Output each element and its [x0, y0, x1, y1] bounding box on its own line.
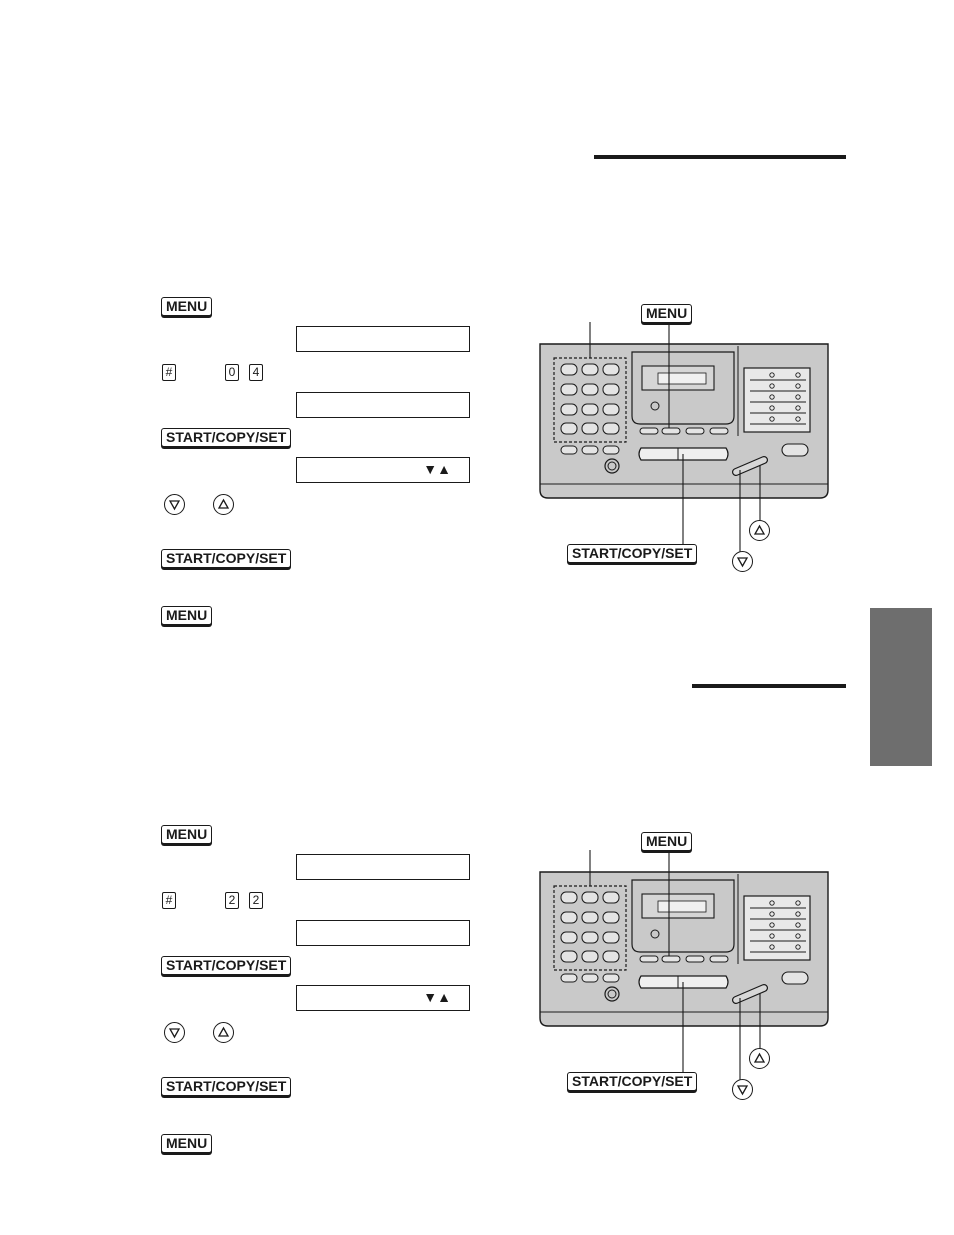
down-triangle-icon	[732, 1079, 753, 1100]
menu-key: MENU	[161, 825, 212, 844]
menu-key: MENU	[161, 1134, 212, 1153]
digit-key-3: 2	[225, 892, 239, 909]
menu-key: MENU	[161, 606, 212, 625]
digit-key-4: 2	[249, 892, 263, 909]
menu-key-callout: MENU	[641, 832, 692, 851]
start-copy-set-key: START/COPY/SET	[161, 1077, 291, 1096]
arrows-indicator: ▼▲	[423, 989, 451, 1005]
menu-key: MENU	[161, 297, 212, 316]
up-triangle-icon	[749, 1048, 770, 1069]
menu-key-callout: MENU	[641, 304, 692, 323]
arrows-indicator: ▼▲	[423, 461, 451, 477]
start-copy-set-key: START/COPY/SET	[161, 549, 291, 568]
start-copy-set-key-callout: START/COPY/SET	[567, 544, 697, 563]
hash-key-icon: #	[162, 364, 176, 381]
digit-key-2: 4	[249, 364, 263, 381]
digit-key-1: 0	[225, 364, 239, 381]
hash-key-icon: #	[162, 892, 176, 909]
start-copy-set-key: START/COPY/SET	[161, 956, 291, 975]
start-copy-set-key-callout: START/COPY/SET	[567, 1072, 697, 1091]
start-copy-set-key: START/COPY/SET	[161, 428, 291, 447]
